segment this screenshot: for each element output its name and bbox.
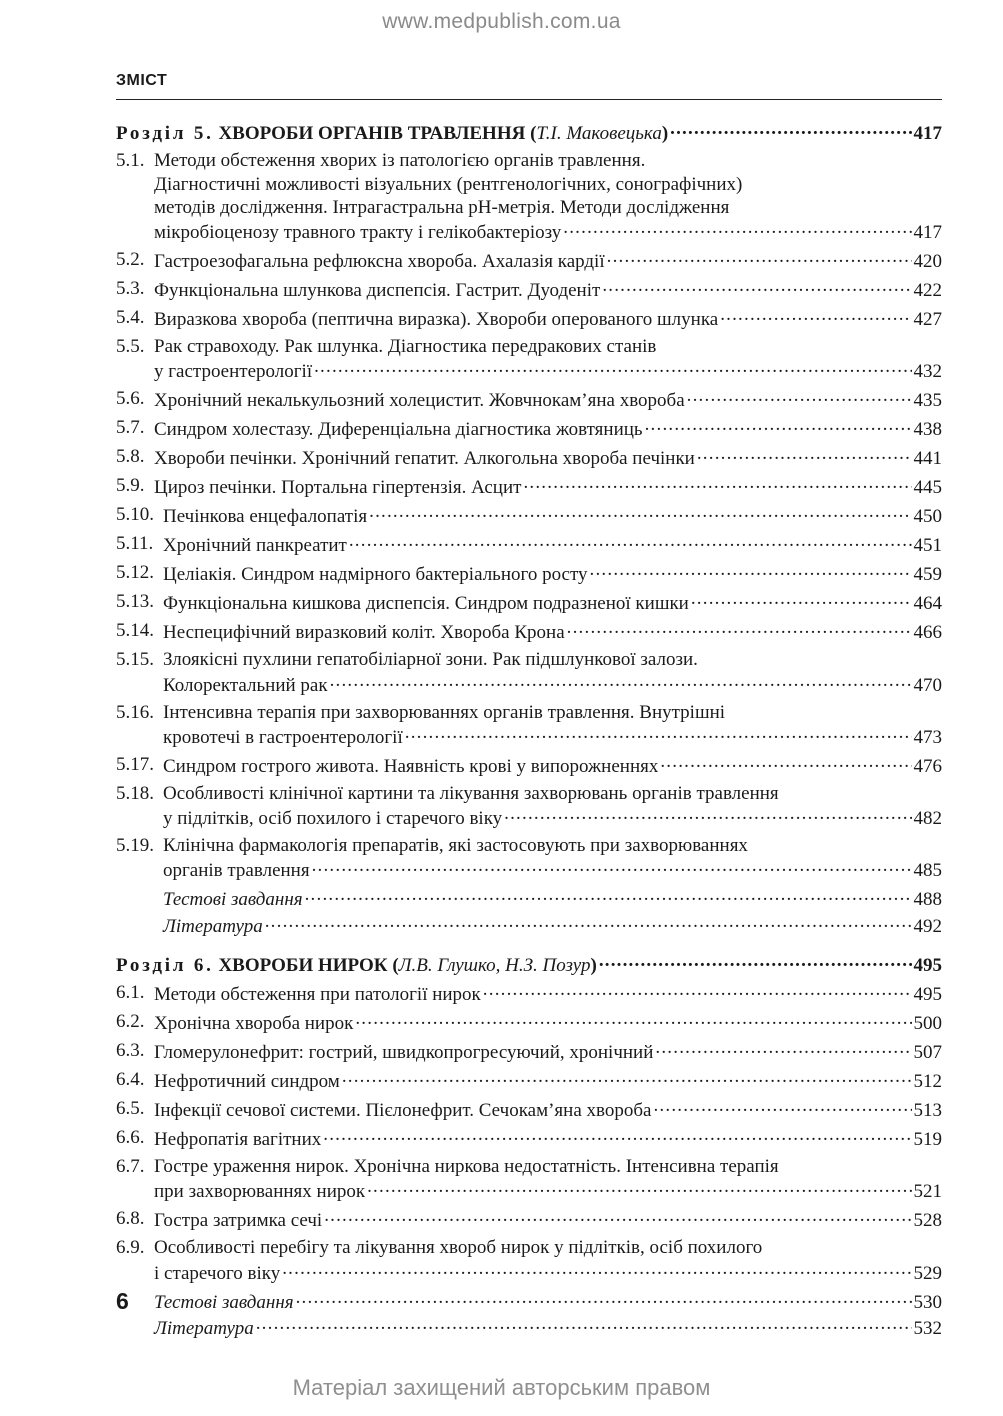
- entry-body: [163, 648, 942, 697]
- entry-page: 450: [913, 506, 942, 528]
- dot-leader: [340, 1068, 912, 1087]
- toc-entry: [116, 277, 942, 302]
- entry-line: [154, 445, 942, 470]
- entry-line: [154, 1068, 942, 1093]
- dot-leader: [254, 1315, 912, 1334]
- entry-page: 451: [913, 535, 942, 557]
- entry-line: [163, 805, 942, 830]
- entry-body: [154, 248, 942, 273]
- entry-line: [163, 782, 942, 805]
- copyright-notice: Матеріал захищений авторським правом: [292, 1375, 711, 1400]
- entry-text: Неспецифічний виразковий коліт. Хвороба Крона: [163, 622, 565, 644]
- entry-line: [163, 619, 942, 644]
- entry-body: [154, 1155, 942, 1204]
- dot-leader: [347, 532, 912, 551]
- site-url-watermark: www.medpublish.com.ua: [382, 10, 621, 33]
- entry-body: [154, 335, 942, 384]
- entry-text: Особливості клінічної картини та лікування захворювань органів травлення: [163, 782, 779, 804]
- entry-line: [154, 1178, 942, 1203]
- toc-extra-entry: [116, 913, 942, 938]
- entry-page: 521: [913, 1181, 942, 1203]
- entry-number: 6.5.: [116, 1098, 145, 1120]
- entry-page: 422: [913, 280, 942, 302]
- entry-text: мікробіоценозу травного тракту і гелікобактеріозу: [154, 222, 562, 244]
- entry-page: 466: [913, 622, 942, 644]
- entry-page: 519: [913, 1129, 942, 1151]
- entry-number: 6.8.: [116, 1208, 145, 1230]
- entry-text: Гастроезофагальна рефлюксна хвороба. Ахалазія кардії: [154, 251, 605, 273]
- entry-number: 6.4.: [116, 1069, 145, 1091]
- entry-text: Клінічна фармакологія препаратів, які застосовують при захворюваннях: [163, 835, 748, 857]
- entry-page: 495: [913, 984, 942, 1006]
- entry-line: [154, 277, 942, 302]
- entry-number: 6.7.: [116, 1156, 145, 1178]
- entry-page: 438: [913, 419, 942, 441]
- entry-line: [154, 219, 942, 244]
- entry-line: [154, 248, 942, 273]
- entry-body: [163, 619, 942, 644]
- section-authors: Т.І. Маковецька: [536, 123, 662, 144]
- toc-entry: [116, 1039, 942, 1064]
- dot-leader: [303, 886, 912, 905]
- entry-page: 473: [913, 726, 942, 748]
- entry-number: 5.3.: [116, 278, 145, 300]
- entry-page: 435: [913, 390, 942, 412]
- entry-line: [163, 561, 942, 586]
- entry-text: у підлітків, осіб похилого і старечого віку: [163, 808, 503, 830]
- dot-leader: [668, 120, 911, 139]
- entry-line: [154, 1260, 942, 1285]
- entry-line: [154, 416, 942, 441]
- toc-entry: [116, 1155, 942, 1204]
- entry-body: [154, 445, 942, 470]
- dot-leader: [263, 913, 912, 932]
- entry-line: [154, 981, 942, 1006]
- entry-number: 5.19.: [116, 835, 154, 857]
- entry-number: 5.17.: [116, 753, 154, 775]
- entry-text: Нефропатія вагітних: [154, 1129, 322, 1151]
- toc-extra-entry: [116, 1289, 942, 1314]
- toc-entry: [116, 834, 942, 883]
- extra-label: Література: [154, 1318, 254, 1340]
- dot-leader: [658, 753, 911, 772]
- entry-number: 6.3.: [116, 1040, 145, 1062]
- table-of-contents: [116, 120, 942, 1341]
- entry-line: [154, 1039, 942, 1064]
- entry-body: [154, 1207, 942, 1232]
- entry-page: 432: [913, 361, 942, 383]
- entry-body: [154, 1126, 942, 1151]
- toc-entry: [116, 532, 942, 557]
- toc-entry: [116, 782, 942, 831]
- section-label: Розділ 5.: [116, 123, 214, 144]
- entry-line: [154, 387, 942, 412]
- entry-page: 528: [913, 1210, 942, 1232]
- entry-text: кровотечі в гастроентерології: [163, 726, 403, 748]
- entry-body: [163, 701, 942, 750]
- entry-number: 5.5.: [116, 336, 145, 358]
- page-header: [116, 72, 942, 100]
- entry-page: 441: [913, 448, 942, 470]
- entry-page: 476: [913, 755, 942, 777]
- section-title: ХВОРОБИ ОРГАНІВ ТРАВЛЕННЯ: [218, 123, 526, 144]
- dot-leader: [328, 672, 912, 691]
- entry-text: Нефротичний синдром: [154, 1071, 340, 1093]
- toc-entry: [116, 753, 942, 778]
- section-authors: Л.В. Глушко, Н.З. Позур: [398, 954, 591, 976]
- toc-entry: [116, 648, 942, 697]
- toc-extra-entry: [116, 886, 942, 911]
- entry-page: 445: [913, 477, 942, 499]
- toc-entry: [116, 701, 942, 750]
- entry-line: [154, 358, 942, 383]
- entry-text: Хронічна хвороба нирок: [154, 1013, 354, 1035]
- toc-entry: [116, 1236, 942, 1285]
- entry-body: [154, 416, 942, 441]
- entry-line: [163, 857, 942, 882]
- dot-leader: [312, 358, 911, 377]
- entry-body: [154, 1010, 942, 1035]
- toc-entry: [116, 416, 942, 441]
- entry-text: Синдром холестазу. Диференціальна діагностика жовтяниць: [154, 419, 643, 441]
- entry-body: [163, 782, 942, 831]
- entry-body: [163, 503, 942, 528]
- entry-number: 5.12.: [116, 562, 154, 584]
- entry-body: [163, 561, 942, 586]
- entry-number: 5.11.: [116, 533, 154, 555]
- entry-text: у гастроентерології: [154, 361, 313, 383]
- toc-entry: [116, 149, 942, 244]
- toc-entry: [116, 1126, 942, 1151]
- entry-text: Хвороби печінки. Хронічний гепатит. Алкогольна хвороба печінки: [154, 448, 695, 470]
- entry-page: 512: [913, 1071, 942, 1093]
- section-page: 417: [913, 123, 942, 144]
- dot-leader: [403, 724, 912, 743]
- entry-text: Гломерулонефрит: гострий, швидкопрогресуючий, хронічний: [154, 1042, 654, 1064]
- entry-line: [154, 149, 942, 172]
- entry-text: Методи обстеження при патології нирок: [154, 984, 481, 1006]
- toc-entry: [116, 590, 942, 615]
- entry-text: органів травлення: [163, 860, 310, 882]
- entry-line: [163, 503, 942, 528]
- entry-text: при захворюваннях нирок: [154, 1181, 366, 1203]
- toc-entry: [116, 619, 942, 644]
- entry-text: Рак стравоходу. Рак шлунка. Діагностика передракових станів: [154, 336, 657, 358]
- entry-body: [154, 1068, 942, 1093]
- entry-body: [163, 753, 942, 778]
- toc-entry: [116, 248, 942, 273]
- entry-body: [154, 1236, 942, 1285]
- entry-line: [154, 196, 942, 219]
- entry-line: [163, 834, 942, 857]
- dot-leader: [689, 590, 912, 609]
- section-heading-text: Розділ 5. ХВОРОБИ ОРГАНІВ ТРАВЛЕННЯ (Т.І. Маковецька): [116, 123, 669, 144]
- entry-page: 529: [913, 1262, 942, 1284]
- entry-line: [163, 648, 942, 671]
- entry-text: Виразкова хвороба (пептична виразка). Хвороби оперованого шлунка: [154, 309, 719, 331]
- dot-leader: [310, 857, 912, 876]
- entry-line: [154, 1126, 942, 1151]
- entry-text: Методи обстеження хворих із патологією органів травлення.: [154, 150, 646, 172]
- dot-leader: [695, 445, 912, 464]
- entry-number: 5.1.: [116, 150, 145, 172]
- entry-body: [163, 532, 942, 557]
- entry-text: Хронічний панкреатит: [163, 535, 347, 557]
- extra-page: 488: [913, 889, 942, 911]
- toc-extra-entry: [116, 1315, 942, 1340]
- entry-body: [154, 1097, 942, 1122]
- entry-number: 5.16.: [116, 701, 154, 723]
- extra-page: 530: [913, 1291, 942, 1313]
- dot-leader: [561, 219, 911, 238]
- entry-page: 513: [913, 1100, 942, 1122]
- entry-line: [154, 1097, 942, 1122]
- entry-body: [154, 474, 942, 499]
- dot-leader: [321, 1126, 911, 1145]
- entry-body: [154, 1039, 942, 1064]
- dot-leader: [521, 474, 911, 493]
- entry-number: 5.9.: [116, 475, 145, 497]
- entry-page: 420: [913, 251, 942, 273]
- entry-text: Цироз печінки. Портальна гіпертензія. Асцит: [154, 477, 522, 499]
- entry-line: [154, 1207, 942, 1232]
- dot-leader: [481, 981, 912, 1000]
- entry-text: методів дослідження. Інтрагастральна рН-метрія. Методи дослідження: [154, 196, 730, 218]
- extra-label: Тестові завдання: [163, 889, 303, 911]
- dot-leader: [718, 306, 911, 325]
- entry-text: Синдром гострого живота. Наявність крові у випорожненнях: [163, 755, 659, 777]
- toc-entry: [116, 1207, 942, 1232]
- entry-line: [163, 701, 942, 724]
- entry-body: [154, 149, 942, 244]
- extra-label: Література: [163, 915, 263, 937]
- entry-number: 5.7.: [116, 417, 145, 439]
- section-label: Розділ 6.: [116, 954, 214, 976]
- entry-text: Діагностичні можливості візуальних (рентгенологічних, сонографічних): [154, 173, 743, 195]
- entry-body: [154, 387, 942, 412]
- toc-entry: [116, 474, 942, 499]
- entry-line: [154, 306, 942, 331]
- toc-entry: [116, 1097, 942, 1122]
- dot-leader: [322, 1207, 911, 1226]
- entry-number: 5.6.: [116, 388, 145, 410]
- section-heading: [116, 120, 942, 145]
- toc-entry: [116, 981, 942, 1006]
- entry-line: [154, 1155, 942, 1178]
- entry-line: [154, 173, 942, 196]
- entry-text: Інфекції сечової системи. Пієлонефрит. Сечокам’яна хвороба: [154, 1100, 652, 1122]
- entry-line: [163, 590, 942, 615]
- dot-leader: [294, 1289, 912, 1308]
- entry-text: Хронічний некалькульозний холецистит. Жовчнокам’яна хвороба: [154, 390, 685, 412]
- entry-body: [163, 590, 942, 615]
- entry-text: Целіакія. Синдром надмірного бактеріального росту: [163, 564, 588, 586]
- section-page: 495: [913, 954, 942, 976]
- dot-leader: [605, 248, 912, 267]
- dot-leader: [643, 416, 912, 435]
- dot-leader: [565, 619, 912, 638]
- entry-text: Печінкова енцефалопатія: [163, 506, 368, 528]
- extra-label: Тестові завдання: [154, 1291, 294, 1313]
- dot-leader: [367, 503, 911, 522]
- dot-leader: [653, 1039, 911, 1058]
- entry-number: 5.10.: [116, 504, 154, 526]
- entry-text: Злоякісні пухлини гепатобіліарної зони. Рак підшлункової залози.: [163, 649, 698, 671]
- entry-page: 500: [913, 1013, 942, 1035]
- entry-line: [154, 474, 942, 499]
- dot-leader: [685, 387, 912, 406]
- dot-leader: [597, 952, 912, 971]
- entry-line: [163, 672, 942, 697]
- entry-number: 5.15.: [116, 649, 154, 671]
- entry-number: 5.4.: [116, 307, 145, 329]
- toc-entry: [116, 503, 942, 528]
- entry-page: 507: [913, 1042, 942, 1064]
- section-heading: [116, 952, 942, 977]
- dot-leader: [280, 1260, 911, 1279]
- entry-number: 6.6.: [116, 1127, 145, 1149]
- entry-line: [163, 532, 942, 557]
- entry-line: [154, 335, 942, 358]
- entry-number: 5.18.: [116, 782, 154, 804]
- section-title: ХВОРОБИ НИРОК: [218, 954, 388, 976]
- extra-page: 492: [913, 915, 942, 937]
- toc-entry: [116, 387, 942, 412]
- entry-line: [154, 1236, 942, 1259]
- toc-entry: [116, 445, 942, 470]
- dot-leader: [588, 561, 912, 580]
- section-gap: [116, 939, 942, 952]
- entry-number: 5.2.: [116, 249, 145, 271]
- entry-body: [154, 277, 942, 302]
- dot-leader: [353, 1010, 911, 1029]
- entry-body: [163, 834, 942, 883]
- toc-entry: [116, 335, 942, 384]
- entry-line: [163, 724, 942, 749]
- entry-text: і старечого віку: [154, 1262, 281, 1284]
- page-number: 6: [116, 1288, 129, 1314]
- entry-body: [154, 306, 942, 331]
- entry-page: 427: [913, 309, 942, 331]
- entry-text: Гостре ураження нирок. Хронічна ниркова недостатність. Інтенсивна терапія: [154, 1156, 779, 1178]
- entry-page: 485: [913, 860, 942, 882]
- dot-leader: [651, 1097, 911, 1116]
- entry-text: Функціональна шлункова диспепсія. Гастрит. Дуоденіт: [154, 280, 601, 302]
- dot-leader: [365, 1178, 911, 1197]
- entry-number: 6.1.: [116, 982, 145, 1004]
- toc-entry: [116, 1068, 942, 1093]
- dot-leader: [600, 277, 911, 296]
- entry-number: 5.13.: [116, 591, 154, 613]
- toc-entry: [116, 561, 942, 586]
- extra-page: 532: [913, 1318, 942, 1340]
- entry-page: 464: [913, 593, 942, 615]
- entry-body: [154, 981, 942, 1006]
- entry-line: [163, 753, 942, 778]
- toc-entry: [116, 1010, 942, 1035]
- entry-number: 5.14.: [116, 620, 154, 642]
- entry-number: 5.8.: [116, 446, 145, 468]
- entry-page: 482: [913, 808, 942, 830]
- toc-entry: [116, 306, 942, 331]
- entry-page: 417: [913, 222, 942, 244]
- entry-text: Інтенсивна терапія при захворюваннях органів травлення. Внутрішні: [163, 701, 726, 723]
- entry-line: [154, 1010, 942, 1035]
- entry-text: Функціональна кишкова диспепсія. Синдром подразненої кишки: [163, 593, 689, 615]
- entry-number: 6.2.: [116, 1011, 145, 1033]
- entry-text: Колоректальний рак: [163, 674, 328, 696]
- entry-text: Особливості перебігу та лікування хвороб нирок у підлітків, осіб похилого: [154, 1237, 763, 1259]
- dot-leader: [502, 805, 911, 824]
- entry-text: Гостра затримка сечі: [154, 1210, 323, 1232]
- entry-number: 6.9.: [116, 1237, 145, 1259]
- page-header-title: ЗМІСТ: [116, 72, 168, 89]
- entry-page: 459: [913, 564, 942, 586]
- entry-page: 470: [913, 674, 942, 696]
- section-heading-text: Розділ 6. ХВОРОБИ НИРОК (Л.В. Глушко, Н.З. Позур): [116, 954, 597, 976]
